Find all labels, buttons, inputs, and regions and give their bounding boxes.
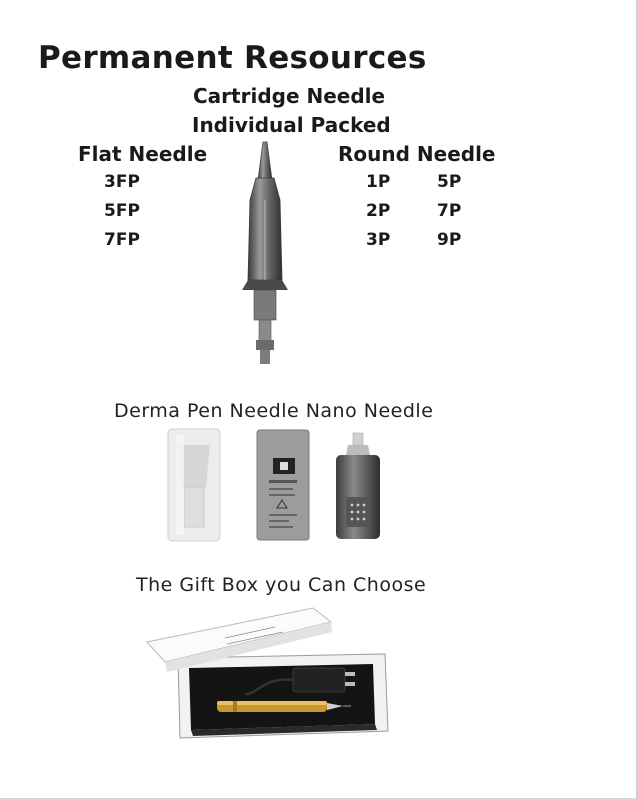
round-size-9p: 9P [437,230,462,250]
flat-size-5fp: 5FP [104,201,140,221]
derma-nano-caption: Derma Pen Needle Nano Needle [114,400,434,422]
cartridge-heading: Cartridge Needle [193,84,386,108]
round-size-5p: 5P [437,172,462,192]
round-size-1p: 1P [366,172,391,192]
round-needle-heading: Round Needle [338,142,496,166]
flat-size-7fp: 7FP [104,230,140,250]
gift-box-image [145,606,390,746]
round-size-3p: 3P [366,230,391,250]
page-title: Permanent Resources [38,40,427,76]
derma-pen-needle-package-image [255,428,311,542]
cartridge-needle-image [230,140,310,370]
nano-needle-image [332,433,384,543]
gift-box-caption: The Gift Box you Can Choose [136,574,427,596]
flat-size-3fp: 3FP [104,172,140,192]
flat-needle-heading: Flat Needle [78,142,208,166]
round-size-2p: 2P [366,201,391,221]
round-size-7p: 7P [437,201,462,221]
cartridge-subheading: Individual Packed [192,113,391,137]
derma-pen-needle-pack-image [166,427,222,543]
